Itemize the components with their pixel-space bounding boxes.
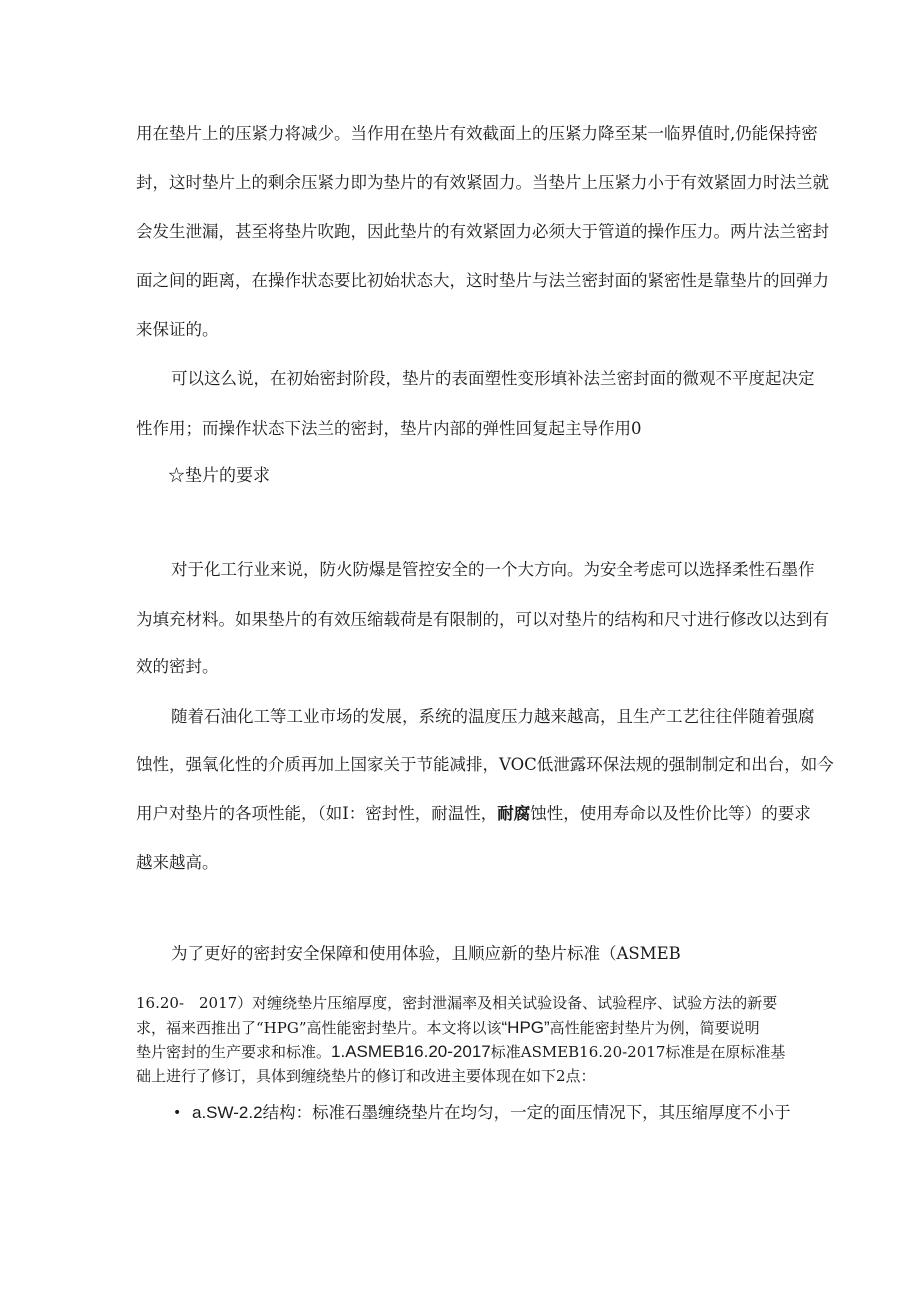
paragraph1-line4: 面之间的距离，在操作状态要比初始状态大，这时垫片与法兰密封面的紧密性是靠垫片的回弹力 — [136, 271, 829, 290]
paragraph5-line4-part1: 垫片密封的生产要求和标准。 — [136, 1043, 332, 1061]
bullet-item — [192, 1102, 791, 1124]
paragraph5-line4-part3: 标准ASMEB16.20-2017标准是在原标准基 — [490, 1043, 786, 1061]
paragraph3-line2: 为填充材料。如果垫片的有效压缩载荷是有限制的，可以对垫片的结构和尺寸进行修改以达到有 — [136, 610, 829, 629]
bullet-item-text: 结构：标准石墨缠绕垫片在均匀，一定的面压情况下，其压缩厚度不小于 — [262, 1103, 791, 1122]
paragraph4-line4: 越来越高。 — [136, 853, 219, 872]
paragraph5-line3 — [136, 1018, 760, 1038]
paragraph4-line2: 蚀性，强氧化性的介质再加上国家关于节能减排，VOC低泄露环保法规的强制制定和出台，如今 — [136, 755, 834, 774]
paragraph1-line5: 来保证的。 — [136, 320, 219, 339]
bullet-dot: • — [173, 1105, 182, 1121]
bullet-item-label: a.SW-2.2 — [192, 1103, 263, 1122]
paragraph4-line1: 随着石油化工等工业市场的发展，系统的温度压力越来越高，且生产工艺往往伴随着强腐 — [171, 707, 815, 726]
section-heading: ☆垫片的要求 — [168, 466, 270, 486]
paragraph5-line1: 为了更好的密封安全保障和使用体验，且顺应新的垫片标准（ASMEB — [171, 944, 681, 963]
paragraph5-line4 — [136, 1042, 785, 1062]
paragraph1-line3: 会发生泄漏，甚至将垫片吹跑，因此垫片的有效紧固力必须大于管道的操作压力。两片法兰密封 — [136, 222, 829, 241]
paragraph4-line3 — [136, 803, 811, 825]
paragraph1-line1: 用在垫片上的压紧力将减少。当作用在垫片有效截面上的压紧力降至某一临界值时,仍能保持密 — [136, 124, 818, 143]
paragraph5-line5: 础上进行了修订，具体到缠绕垫片的修订和改进主要体现在如下2点： — [136, 1067, 596, 1085]
paragraph1-line2: 封，这时垫片上的剩余压紧力即为垫片的有效紧固力。当垫片上压紧力小于有效紧固力时法兰就 — [136, 173, 829, 192]
paragraph5-line2: 16.20- 2017）对缠绕垫片压缩厚度，密封泄漏率及相关试验设备、试验程序、试验方法的新要 — [136, 994, 778, 1012]
paragraph5-line3-part1: 求，福来西推出了“HPG”高性能密封垫片。本文将以该 — [136, 1019, 502, 1037]
paragraph3-line3: 效的密封。 — [136, 657, 219, 676]
paragraph5-line3-hpg: “HPG” — [501, 1018, 550, 1037]
paragraph4-line3-part3: 蚀性，使用寿命以及性价比等）的要求 — [530, 804, 811, 823]
paragraph2-line1: 可以这么说，在初始密封阶段，垫片的表面塑性变形填补法兰密封面的微观不平度起决定 — [171, 369, 815, 388]
paragraph4-line3-part1: 用户对垫片的各项性能，（如I：密封性，耐温性， — [136, 804, 498, 823]
paragraph5-line4-standard: 1.ASMEB16.20-2017 — [331, 1042, 491, 1061]
paragraph3-line1: 对于化工行业来说，防火防爆是管控安全的一个大方向。为安全考虑可以选择柔性石墨作 — [171, 560, 815, 579]
paragraph2-line2: 性作用；而操作状态下法兰的密封，垫片内部的弹性回复起主导作用0 — [136, 419, 642, 438]
paragraph4-line3-bold: 耐腐 — [497, 804, 531, 823]
paragraph5-line3-part3: 高性能密封垫片为例，简要说明 — [549, 1019, 760, 1037]
